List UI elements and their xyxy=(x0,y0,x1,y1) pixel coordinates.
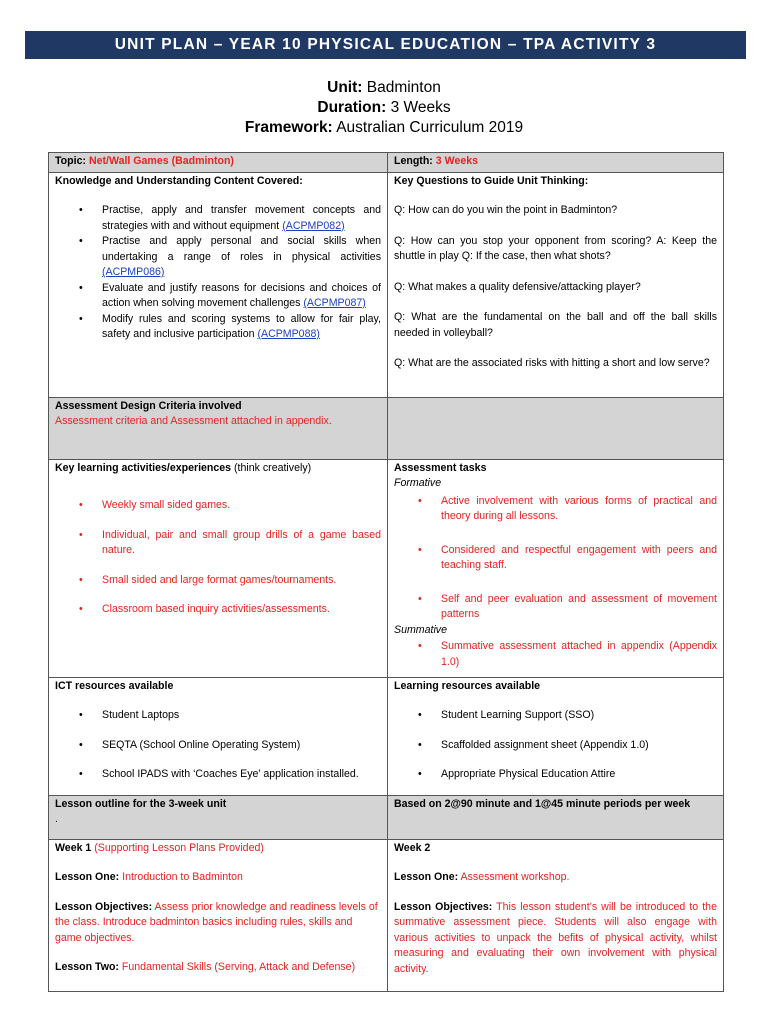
length-cell xyxy=(388,153,724,173)
curriculum-code-link[interactable]: (ACPMP087) xyxy=(303,297,366,309)
framework-value: Australian Curriculum 2019 xyxy=(336,119,524,136)
framework-label: Framework: xyxy=(244,119,333,136)
week1-lesson-one: Lesson One: Introduction to Badminton xyxy=(55,871,243,883)
lesson-outline-cell xyxy=(49,795,388,839)
week1-lesson-two: Lesson Two: Fundamental Skills (Serving, Attack and Defense) xyxy=(55,961,356,973)
curriculum-code-link[interactable]: (ACPMP088) xyxy=(257,328,320,340)
question-item: Q: What makes a quality defensive/attacking player? xyxy=(394,280,641,293)
assessment-design-note: Assessment criteria and Assessment attached in appendix. xyxy=(55,415,332,427)
document-banner: UNIT PLAN – YEAR 10 PHYSICAL EDUCATION – TPA ACTIVITY 3 xyxy=(25,31,746,59)
assessment-design-cell xyxy=(49,397,388,459)
content-row xyxy=(49,172,724,397)
learning-activities-cell xyxy=(49,459,388,677)
duration-line xyxy=(0,98,768,118)
assessment-tasks-cell xyxy=(388,459,724,677)
unit-label: Unit: xyxy=(327,79,363,96)
question-item: Q: What are the fundamental on the ball and off the ball skills needed in volleyball? xyxy=(394,311,717,339)
week1-objectives: Lesson Objectives: Assess prior knowledge and readiness levels of the class. Introduce badminton basics including rules, skills and game objectives. xyxy=(55,900,378,944)
length-value: 3 Weeks xyxy=(435,155,479,167)
formative-item: • Active involvement with various forms of practical and theory during all lessons. xyxy=(394,494,717,525)
summative-item: • Summative assessment attached in appendix (Appendix 1.0) xyxy=(394,639,717,670)
topic-value: Net/Wall Games (Badminton) xyxy=(88,155,234,167)
duration-value: 3 Weeks xyxy=(390,99,451,116)
ict-item: • Student Laptops xyxy=(55,708,381,724)
knowledge-item: • Evaluate and justify reasons for decisions and choices of action when solving movement challenges (ACPMP087) xyxy=(55,281,381,312)
resource-item: • Appropriate Physical Education Attire xyxy=(394,767,717,783)
length-label: Length: xyxy=(394,155,433,167)
question-item: Q: How can you stop your opponent from scoring? A: Keep the shuttle in play Q: If the case, then what shots? xyxy=(394,234,717,262)
week1-cell xyxy=(49,839,388,991)
summative-label: Summative xyxy=(394,623,447,636)
week2-lesson-one: Lesson One: Assessment workshop. xyxy=(394,871,570,883)
week2-cell xyxy=(388,839,724,991)
ict-item: • SEQTA (School Online Operating System) xyxy=(55,738,381,754)
activities-row xyxy=(49,459,724,677)
formative-item: • Self and peer evaluation and assessment of movement patterns xyxy=(394,592,717,623)
assessment-design-heading: Assessment Design Criteria involved xyxy=(55,399,242,412)
week2-objectives: Lesson Objectives: This lesson student’s will be introduced to the summative assessment piece. Students will also engage with various activities to unpack the befits of physical activity, whilst measuring and evaluating their own involvement with physical activity. xyxy=(394,900,717,975)
week1-label: Week 1 xyxy=(55,841,92,854)
ict-heading: ICT resources available xyxy=(55,679,174,692)
week2-label: Week 2 xyxy=(394,841,431,854)
week1-note: (Supporting Lesson Plans Provided) xyxy=(94,841,264,854)
assessment-tasks-heading: Assessment tasks xyxy=(394,461,487,474)
knowledge-item: • Practise and apply personal and social skills when undertaking a range of roles in physical activities (ACPMP086) xyxy=(55,234,381,281)
learning-activities-heading: Key learning activities/experiences xyxy=(55,461,232,474)
summative-list xyxy=(394,639,717,670)
activity-item: • Weekly small sided games. xyxy=(55,498,381,514)
learning-activities-hint: (think creatively) xyxy=(234,461,312,474)
assessment-design-empty-cell xyxy=(388,397,724,459)
formative-item: • Considered and respectful engagement with peers and teaching staff. xyxy=(394,543,717,574)
unit-value: Badminton xyxy=(366,79,441,96)
unit-line xyxy=(0,78,768,98)
knowledge-item: • Modify rules and scoring systems to allow for fair play, safety and inclusive participation (ACPMP088) xyxy=(55,312,381,343)
activity-item: • Small sided and large format games/tournaments. xyxy=(55,573,381,589)
activity-item: • Individual, pair and small group drills of a game based nature. xyxy=(55,528,381,559)
resources-row xyxy=(49,677,724,795)
formative-label: Formative xyxy=(394,477,442,489)
ict-cell xyxy=(49,677,388,795)
question-item: Q: What are the associated risks with hitting a short and low serve? xyxy=(394,357,710,369)
curriculum-code-link[interactable]: (ACPMP086) xyxy=(102,266,165,278)
topic-row xyxy=(49,153,724,173)
lesson-outline-heading: Lesson outline for the 3-week unit xyxy=(55,797,227,810)
question-item: Q: How can do you win the point in Badminton? xyxy=(394,204,618,216)
unit-plan-table xyxy=(48,152,724,992)
knowledge-cell xyxy=(49,172,388,397)
activity-item: • Classroom based inquiry activities/assessments. xyxy=(55,602,381,618)
learning-resources-cell xyxy=(388,677,724,795)
curriculum-code-link[interactable]: (ACPMP082) xyxy=(282,219,345,232)
questions-cell xyxy=(388,172,724,397)
formative-list xyxy=(394,494,717,623)
periods-note: Based on 2@90 minute and 1@45 minute periods per week xyxy=(394,797,691,810)
knowledge-heading: Knowledge and Understanding Content Covered: xyxy=(55,174,303,187)
ict-item: • School IPADS with ‘Coaches Eye’ application installed. xyxy=(55,767,381,783)
framework-line xyxy=(0,118,768,138)
topic-label: Topic: xyxy=(55,155,86,167)
lesson-outline-row xyxy=(49,795,724,839)
resource-item: • Student Learning Support (SSO) xyxy=(394,708,717,724)
knowledge-item: • Practise, apply and transfer movement concepts and strategies with and without equipment (ACPMP082) xyxy=(55,203,381,234)
learning-resources-heading: Learning resources available xyxy=(394,679,541,692)
learning-activities-list xyxy=(55,498,381,618)
assessment-design-row xyxy=(49,397,724,459)
periods-cell xyxy=(388,795,724,839)
resource-item: • Scaffolded assignment sheet (Appendix 1.0) xyxy=(394,738,717,754)
questions-heading: Key Questions to Guide Unit Thinking: xyxy=(394,174,589,187)
topic-cell xyxy=(49,153,388,173)
learning-resources-list xyxy=(394,708,717,783)
knowledge-list xyxy=(55,203,381,343)
lesson-outline-sub: . xyxy=(55,813,58,825)
ict-list xyxy=(55,708,381,783)
duration-label: Duration: xyxy=(317,99,387,116)
weeks-row xyxy=(49,839,724,991)
